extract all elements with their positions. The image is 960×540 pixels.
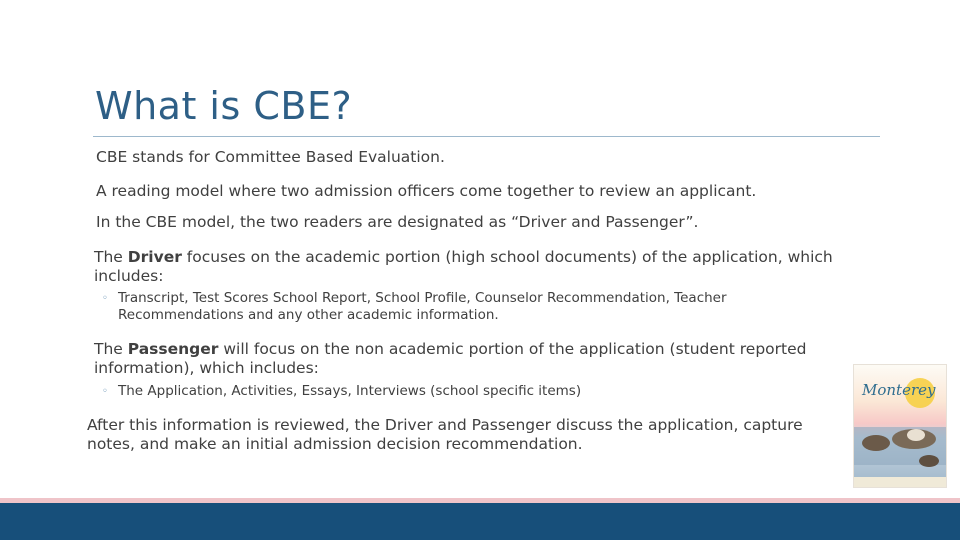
magazine-illustration (854, 365, 946, 487)
paragraph-driver (94, 248, 874, 286)
sub-bullet-marker: ◦ (102, 386, 108, 397)
paragraph-passenger-line2: information), which includes: (94, 359, 319, 377)
paragraph-passenger-line1: The Passenger will focus on the non academic portion of the application (student reported (94, 340, 807, 358)
magazine-cover-image (853, 364, 947, 488)
sub-bullet-passenger-items: The Application, Activities, Essays, Interviews (school specific items) (118, 383, 582, 399)
paragraph-roles: In the CBE model, the two readers are designated as “Driver and Passenger”. (96, 213, 699, 231)
title-divider (93, 136, 880, 137)
passenger-term: Passenger (127, 340, 219, 358)
paragraph-driver-line2: includes: (94, 267, 164, 285)
paragraph-review-process: After this information is reviewed, the Driver and Passenger discuss the application, capture notes, and make an initial admission decision recommendation. (87, 416, 803, 453)
footer-bar (0, 503, 960, 540)
paragraph-driver-line1: The Driver focuses on the academic portion (high school documents) of the application, which (94, 248, 833, 266)
sub-bullet-driver-items: Transcript, Test Scores School Report, School Profile, Counselor Recommendation, Teacher Recommendations and any other academic information. (118, 290, 727, 323)
magazine-masthead: Monterey (862, 381, 936, 399)
sub-bullet-marker: ◦ (102, 293, 108, 304)
paragraph-definition: CBE stands for Committee Based Evaluation. (96, 148, 445, 166)
paragraph-reading-model: A reading model where two admission officers come together to review an applicant. (96, 182, 757, 200)
driver-term: Driver (127, 248, 182, 266)
slide-title: What is CBE? (95, 84, 353, 128)
paragraph-passenger (94, 340, 854, 378)
